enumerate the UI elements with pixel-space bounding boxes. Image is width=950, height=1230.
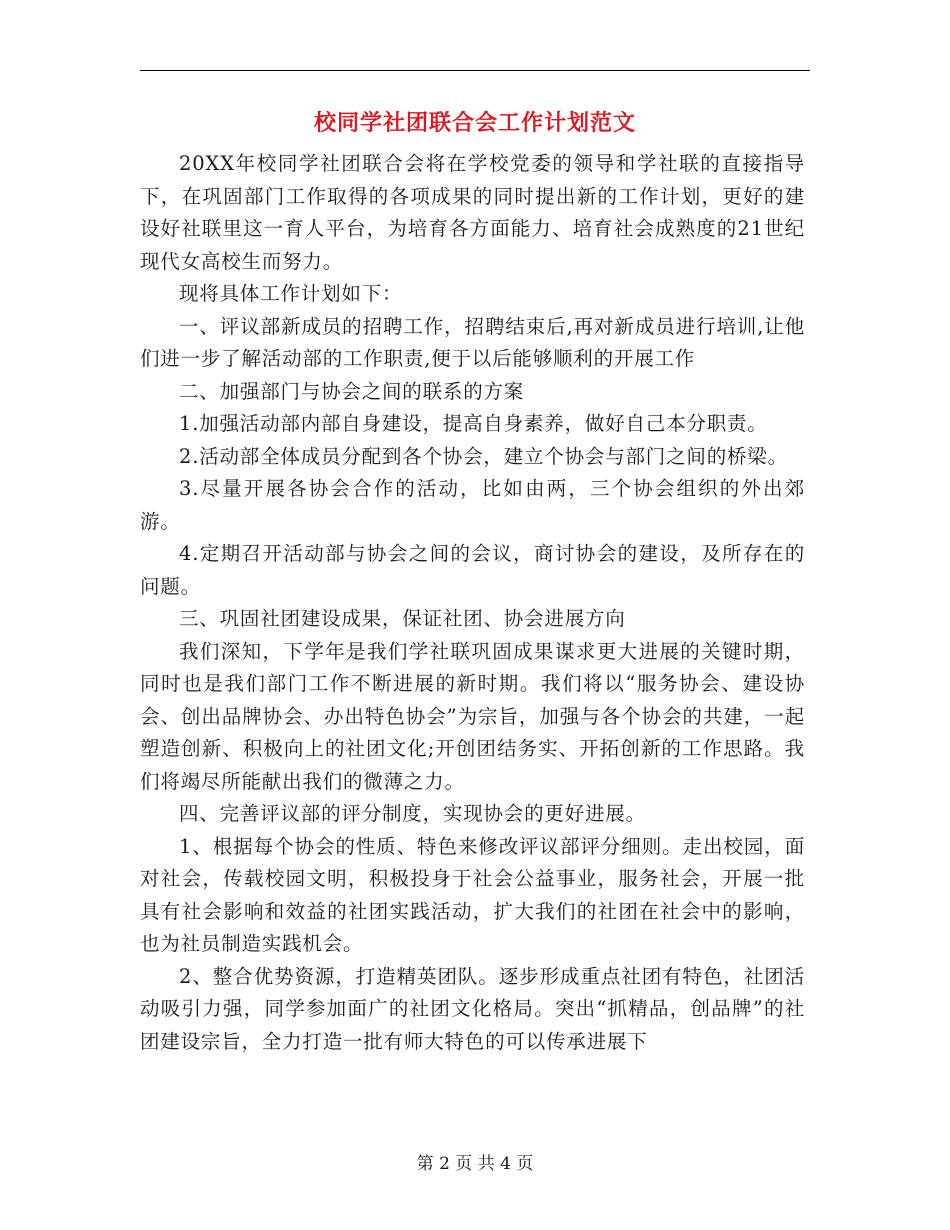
paragraph: 现将具体工作计划如下： bbox=[179, 282, 403, 305]
document-body bbox=[140, 148, 805, 1058]
paragraph: 一、评议部新成员的招聘工作，招聘结束后,再对新成员进行培训,让他们进一步了解活动部的工作职责,便于以后能够顺利的开展工作 bbox=[140, 314, 805, 370]
document-title: 校同学社团联合会工作计划范文 bbox=[313, 110, 636, 136]
paragraph: 我们深知，下学年是我们学社联巩固成果谋求更大进展的关键时期，同时也是我们部门工作不断进展的新时期。我们将以“服务协会、建设协会、创出品牌协会、办出特色协会”为宗旨，加强与各个协会的共建，一起塑造创新、积极向上的社团文化;开创团结务实、开拓创新的工作思路。我们将竭尽所能献出我们的微薄之力。 bbox=[140, 639, 805, 793]
paragraph: 2.活动部全体成员分配到各个协会，建立个协会与部门之间的桥梁。 bbox=[179, 444, 788, 468]
paragraph: 3.尽量开展各协会合作的活动，比如由两，三个协会组织的外出郊游。 bbox=[140, 477, 805, 533]
header-rule bbox=[140, 70, 810, 71]
paragraph: 1、根据每个协会的性质、特色来修改评议部评分细则。走出校园，面对社会，传载校园文明，积极投身于社会公益事业，服务社会，开展一批具有社会影响和效益的社团实践活动，扩大我们的社团在社会中的影响，也为社员制造实践机会。 bbox=[140, 834, 805, 955]
paragraph: 1.加强活动部内部自身建设，提高自身素养，做好自己本分职责。 bbox=[179, 412, 768, 435]
paragraph: 4.定期召开活动部与协会之间的会议，商讨协会的建设，及所存在的问题。 bbox=[140, 542, 805, 598]
paragraph: 20XX年校同学社团联合会将在学校党委的领导和学社联的直接指导下，在巩固部门工作取得的各项成果的同时提出新的工作计划，更好的建设好社联里这一育人平台，为培育各方面能力、培育社会成熟度的21世纪现代女高校生而努力。 bbox=[140, 152, 805, 273]
paragraph: 四、完善评议部的评分制度，实现协会的更好进展。 bbox=[179, 802, 646, 825]
paragraph: 二、加强部门与协会之间的联系的方案 bbox=[179, 379, 525, 403]
paragraph: 三、巩固社团建设成果，保证社团、协会进展方向 bbox=[179, 607, 626, 630]
page-number-footer: 第 2 页 共 4 页 bbox=[416, 1154, 534, 1174]
paragraph: 2、整合优势资源，打造精英团队。逐步形成重点社团有特色，社团活动吸引力强，同学参加面广的社团文化格局。突出“抓精品，创品牌”的社团建设宗旨，全力打造一批有师大特色的可以传承进展下 bbox=[140, 964, 805, 1053]
